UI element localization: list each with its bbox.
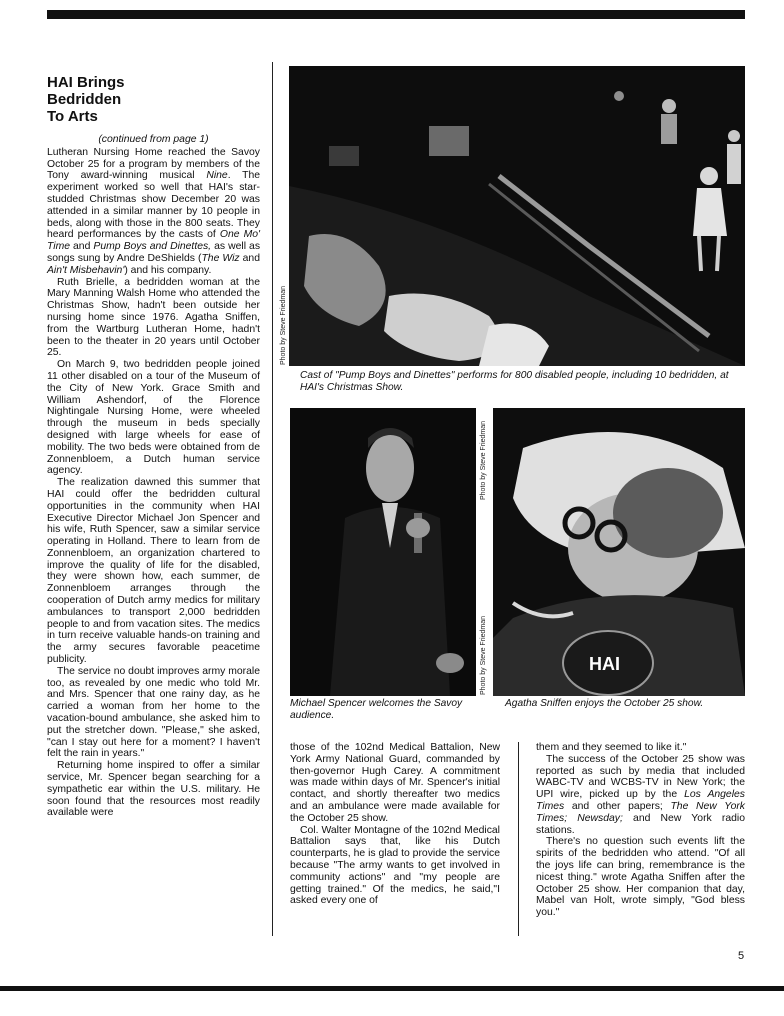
paragraph: Ruth Brielle, a bedridden woman at the Mary Manning Walsh Home who attended the Christmas Show, hadn't been outside her nursing home since 1976. Agatha Sniffen, from the Wartburg Lutheran Home, hadn't been to the theater in 20 years until October 25. [47, 276, 260, 359]
article-column-1 [47, 134, 260, 819]
top-photo-caption: Cast of "Pump Boys and Dinettes" performs for 800 disabled people, including 10 bedridden, at HAI's Christmas Show. [300, 370, 729, 393]
agatha-sniffen-image [493, 408, 745, 696]
photo-credit: Photo by Steve Friedman [480, 421, 487, 500]
paragraph: Returning home inspired to offer a similar service, Mr. Spencer began searching for a sympathetic ear within the U.S. military. He soon found that the resources most readily available were [47, 760, 260, 819]
paragraph: Lutheran Nursing Home reached the Savoy October 25 for a program by members of the Tony award-winning musical Nine. The experiment worked so well that HAI's star-studded Christmas show December 20 was attended in a similar manner by 10 people in beds, along with those in the 800 seats. They heard performances by the casts of One Mo' Time and Pump Boys and Dinettes, as well as songs sung by Andre DeShields (The Wiz and Ain't Misbehavin') and his company. [47, 146, 261, 276]
paragraph: There's no question such events lift the spirits of the bedridden who attend. "Of all the joys life can bring, remembrance is the nicest thing." wrote Agatha Sniffen after the October 25 show. Her companion that day, Mabel van Holt, wrote simply, "God bless you." [536, 836, 745, 919]
paragraph: The service no doubt improves army morale too, as revealed by one medic who told Mr. and Mrs. Spencer that one rainy day, as he carried a woman from her home to the vacation-bound ambulance, she asked him to put the stretcher down. "Please," she asked, "can I stay out here for a moment? I haven't felt the rain in years." [47, 665, 260, 760]
top-rule [47, 10, 745, 19]
paragraph: them and they seemed to like it." [536, 742, 687, 753]
left-photo-caption: Michael Spencer welcomes the Savoy audience. [290, 698, 463, 721]
article-column-2 [290, 742, 500, 907]
hai-button-text: HAI [589, 654, 620, 674]
photo-credit: Photo by Steve Friedman [280, 286, 287, 365]
column-divider [272, 62, 273, 936]
paragraph: The success of the October 25 show was reported as such by media that included WABC-TV and WCBS-TV in New York; the UPI wire, picked up by the Los Angeles Times and other papers; The New York Times; Newsday; and New York radio stations. [536, 753, 745, 836]
column-divider [518, 742, 519, 936]
right-photo-caption: Agatha Sniffen enjoys the October 25 show. [505, 698, 704, 709]
paragraph: those of the 102nd Medical Battalion, New York Army National Guard, commanded by then-governor Hugh Carey. A commitment was made within days of Mr. Spencer's initial contact, and shortly thereafter two medics and an ambulance were made available for the October 25 show. [290, 742, 500, 824]
photo-michael-spencer [290, 408, 476, 696]
continued-note: (continued from page 1) [98, 134, 209, 145]
photo-credit: Photo by Steve Friedman [480, 616, 487, 695]
paragraph: Col. Walter Montagne of the 102nd Medical Battalion says that, like his Dutch counterparts, he is glad to provide the service because "The army wants to get involved in community actions" and "my people are getting trained." Of the medics, he said,"I asked every one of [290, 824, 500, 907]
michael-spencer-image [290, 408, 476, 696]
paragraph: The realization dawned this summer that HAI could offer the bedridden cultural opportunities in the community when HAI Executive Director Michael Jon Spencer and his wife, Ruth Spencer, saw a similar service operating in Holland. There to learn from de Zonnenbloem, an organization chartered to improve the quality of life for the disabled, they were shown how, each summer, de Zonnenbloem arranges through the cooperation of Dutch army medics for military ambulances to transport 2,000 bedridden people to and from vacation sites. The medics in turn receive valuable hands-on training and the army secures favorable peacetime publicity. [47, 477, 260, 666]
page-number: 5 [738, 950, 745, 962]
photo-stage-performance [289, 66, 745, 366]
headline-line: HAI Brings [47, 74, 125, 91]
headline-line: Bedridden [47, 91, 122, 108]
stage-performance-image [289, 66, 745, 366]
bottom-rule [0, 986, 784, 991]
photo-agatha-sniffen [493, 408, 745, 696]
headline-line: To Arts [47, 108, 98, 125]
headline [47, 74, 262, 125]
article-column-3 [536, 742, 745, 919]
paragraph: On March 9, two bedridden people joined 11 other disabled on a tour of the Museum of the City of New York. Grace Smith and William Ashendorf, of the Florence Nightingale Nursing Home, were wheeled through the museum in beds specially designed with large wheels for ease of mobility. The two beds were obtained from de Zonnenbloem, a Dutch human service agency. [47, 359, 260, 477]
